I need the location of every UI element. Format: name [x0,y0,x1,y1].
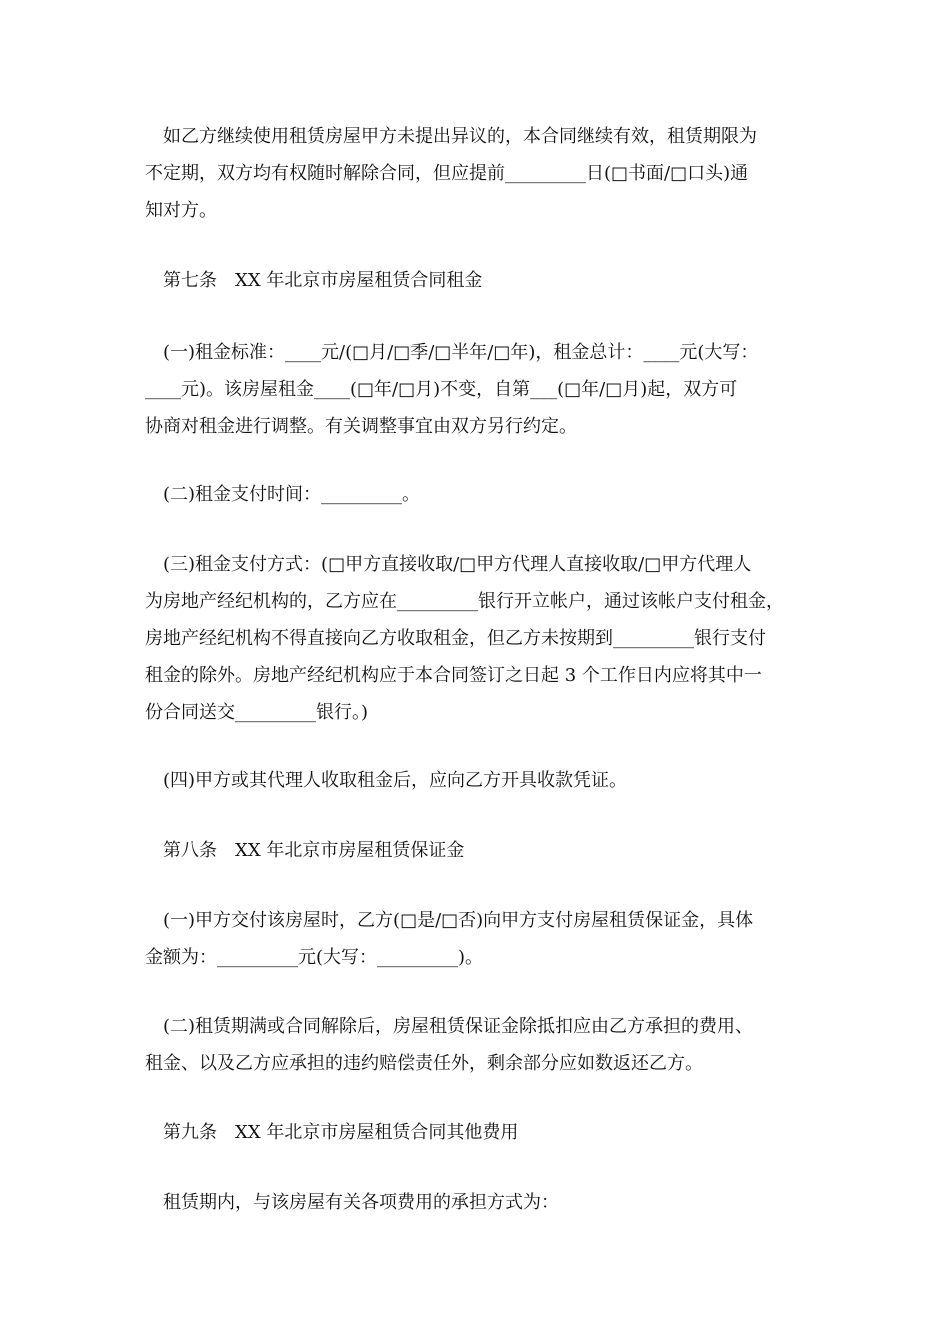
article-8-heading: 第八条 XX 年北京市房屋租赁保证金 [163,840,465,861]
article-8-item-1 [145,902,810,976]
article-7-heading: 第七条 XX 年北京市房屋租赁合同租金 [163,270,483,291]
text-line: 不定期，双方均有权随时解除合同，但应提前_________日(□书面/□口头)通 [145,163,749,184]
article-9-heading: 第九条 XX 年北京市房屋租赁合同其他费用 [163,1122,519,1143]
article-7-item-3 [145,546,810,731]
text-line: 份合同送交_________银行。) [145,702,369,723]
text-line: (二)租赁期满或合同解除后，房屋租赁保证金除抵扣应由乙方承担的费用、 [163,1016,754,1037]
text-line: 如乙方继续使用租赁房屋甲方未提出异议的，本合同继续有效，租赁期限为 [163,126,757,147]
text-line: 知对方。 [145,200,217,221]
text-line: 房地产经纪机构不得直接向乙方收取租金，但乙方未按期到_________银行支付 [145,628,766,649]
text-line: 协商对租金进行调整。有关调整事宜由双方另行约定。 [145,416,577,437]
paragraph-lease-continuation [145,118,810,229]
text-line: (三)租金支付方式：(□甲方直接收取/□甲方代理人直接收取/□甲方代理人 [163,554,752,575]
article-9-item-1 [145,1184,810,1221]
text-line: (二)租金支付时间：_________。 [163,484,421,505]
text-line: (一)租金标准：____元/(□月/□季/□半年/□年)，租金总计：____元(大写： [163,342,759,363]
article-7-item-4 [145,762,810,799]
article-8-item-2 [145,1008,810,1082]
text-line: (四)甲方或其代理人收取租金后，应向乙方开具收款凭证。 [163,770,628,791]
text-line: 金额为：_________元(大写：_________)。 [145,947,484,968]
text-line: 租金、以及乙方应承担的违约赔偿责任外，剩余部分应如数返还乙方。 [145,1053,703,1074]
text-line: ____元)。该房屋租金____(□年/□月)不变，自第___(□年/□月)起，双方可 [145,379,738,400]
text-line: (一)甲方交付该房屋时，乙方(□是/□否)向甲方支付房屋租赁保证金，具体 [163,910,754,931]
text-line: 租金的除外。房地产经纪机构应于本合同签订之日起 3 个工作日内应将其中一 [145,665,762,686]
text-line: 租赁期内，与该房屋有关各项费用的承担方式为： [163,1192,559,1213]
article-7-item-1 [145,334,810,445]
text-line: 为房地产经纪机构的，乙方应在_________银行开立帐户，通过该帐户支付租金， [145,591,784,612]
article-7-item-2 [145,476,810,513]
